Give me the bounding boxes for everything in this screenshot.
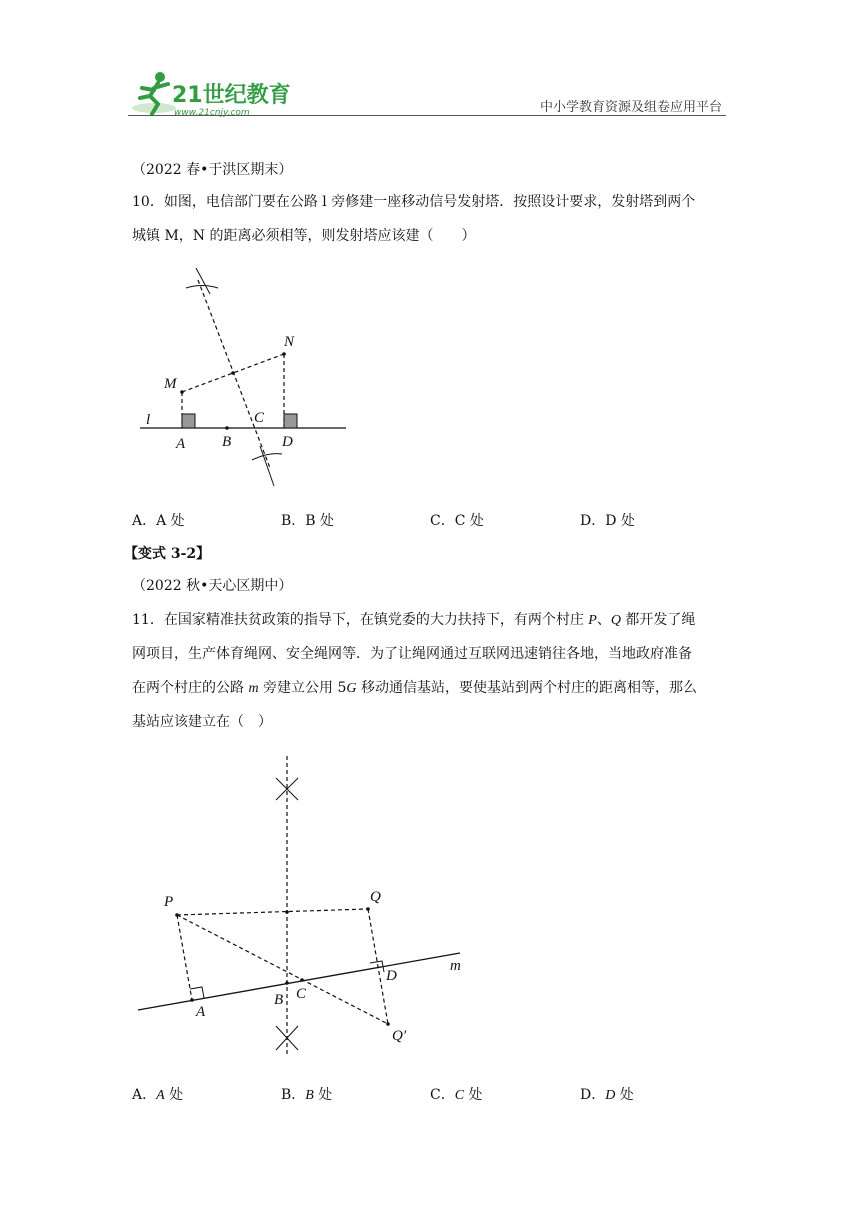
q10-label-l: l — [146, 412, 151, 428]
q10-label-d: D — [282, 434, 293, 450]
q10-option-b-text: B 处 — [305, 513, 335, 529]
q10-option-d-text: D 处 — [605, 513, 635, 529]
q11-option-b-suffix: 处 — [313, 1087, 333, 1103]
q10-option-a-text: A 处 — [156, 513, 185, 529]
q10-option-c-key: C． — [430, 513, 455, 529]
q11-label-c: C — [296, 986, 307, 1002]
q10-option-a-key: A． — [132, 513, 157, 529]
q10-option-d[interactable] — [580, 510, 635, 530]
q11-line1-a: 11．在国家精准扶贫政策的指导下，在镇党委的大力扶持下，有两个村庄 — [132, 612, 589, 628]
q10-stem-line2: 城镇 M，N 的距离必须相等，则发射塔应该建（ ） — [132, 228, 476, 244]
q10-option-a[interactable] — [132, 510, 185, 530]
q11-option-b-key: B． — [281, 1087, 306, 1103]
q10-label-c: C — [254, 410, 265, 426]
q10-label-a: A — [176, 436, 186, 452]
platform-name: 中小学教育资源及组卷应用平台 — [540, 100, 723, 115]
q11-option-a-suffix: 处 — [164, 1087, 184, 1103]
q11-right-angle-a — [190, 987, 204, 998]
q11-village-p: P — [588, 613, 597, 628]
q11-option-d-key: D． — [580, 1087, 606, 1103]
q11-figure — [130, 748, 480, 1058]
q11-option-d[interactable] — [580, 1084, 634, 1104]
q11-stem-line1 — [132, 610, 695, 631]
q11-5g-g: G — [346, 681, 357, 696]
q11-point-c — [300, 978, 304, 982]
q10-stem-line1: 10．如图，电信部门要在公路 l 旁修建一座移动信号发射塔．按照设计要求，发射塔到两个 — [132, 194, 696, 210]
q11-option-c[interactable] — [430, 1084, 483, 1104]
q11-stem-line4: 基站应该建立在（ ） — [132, 714, 272, 730]
q11-point-q — [366, 907, 370, 911]
q10-point-b — [225, 426, 229, 430]
variant-title: 【变式 3-2】 — [124, 546, 211, 562]
q10-label-m: M — [164, 376, 177, 392]
q10-arc-bot-2 — [260, 446, 274, 486]
q11-option-d-suffix: 处 — [615, 1087, 634, 1103]
q11-point-p — [175, 913, 179, 917]
q11-road-m: m — [248, 681, 259, 696]
q11-option-d-letter: D — [605, 1088, 616, 1103]
q10-source: （2022 春•于洪区期末） — [132, 162, 293, 178]
q11-option-b[interactable] — [281, 1084, 332, 1104]
q11-segment-pq — [177, 909, 368, 915]
q11-segment-pa — [177, 915, 192, 1000]
q10-figure — [130, 258, 370, 494]
q11-village-q: Q — [610, 613, 621, 628]
q10-option-b-key: B． — [281, 513, 306, 529]
logo-runner-icon — [128, 68, 298, 120]
q11-option-c-key: C． — [430, 1087, 455, 1103]
q10-point-m — [180, 390, 184, 394]
q10-option-d-key: D． — [580, 513, 606, 529]
q11-option-a[interactable] — [132, 1084, 183, 1104]
q10-right-angle-d — [284, 414, 297, 428]
q11-label-d: D — [386, 968, 397, 984]
q11-point-q2 — [386, 1022, 390, 1026]
q11-label-p: P — [164, 894, 174, 910]
logo-url-text: www.21cnjy.com — [174, 108, 250, 118]
q11-point-b — [285, 981, 289, 985]
q10-option-b[interactable] — [281, 510, 334, 530]
q11-label-b: B — [274, 992, 284, 1008]
q11-option-a-letter: A — [156, 1088, 165, 1103]
q11-stem-line3 — [132, 678, 697, 699]
q10-label-b: B — [222, 434, 232, 450]
q11-option-a-key: A． — [132, 1087, 157, 1103]
q11-option-b-letter: B — [305, 1088, 314, 1103]
header-logo — [128, 68, 298, 120]
q11-line3-b: 旁建立公用 5 — [258, 680, 347, 696]
q11-line1-b: 、 — [596, 612, 611, 628]
q11-source: （2022 秋•天心区期中） — [132, 578, 293, 594]
q10-right-angle-a — [182, 414, 195, 428]
q11-point-mid — [285, 910, 289, 914]
q11-label-q: Q — [370, 889, 381, 905]
q11-point-a — [190, 998, 194, 1002]
q10-midpoint — [231, 371, 235, 375]
header-divider — [128, 115, 726, 116]
q11-label-a: A — [196, 1004, 206, 1020]
q11-label-q2: Q′ — [392, 1028, 407, 1044]
q10-point-n — [282, 352, 286, 356]
q10-label-n: N — [284, 334, 295, 350]
q11-line3-a: 在两个村庄的公路 — [132, 680, 249, 696]
logo-main-text: 21世纪教育 — [172, 83, 291, 108]
q10-option-c-text: C 处 — [454, 513, 484, 529]
q10-arc-top-1 — [186, 286, 218, 289]
q10-option-c[interactable] — [430, 510, 484, 530]
q11-label-m: m — [450, 958, 461, 974]
q11-line3-c: 移动通信基站，要使基站到两个村庄的距离相等，那么 — [356, 680, 697, 696]
q11-option-c-suffix: 处 — [464, 1087, 483, 1103]
q11-option-c-letter: C — [454, 1088, 465, 1103]
q11-stem-line2: 网项目，生产体育绳网、安全绳网等．为了让绳网通过互联网迅速销往各地，当地政府准备 — [132, 646, 692, 662]
q11-line1-c: 都开发了绳 — [620, 612, 696, 628]
